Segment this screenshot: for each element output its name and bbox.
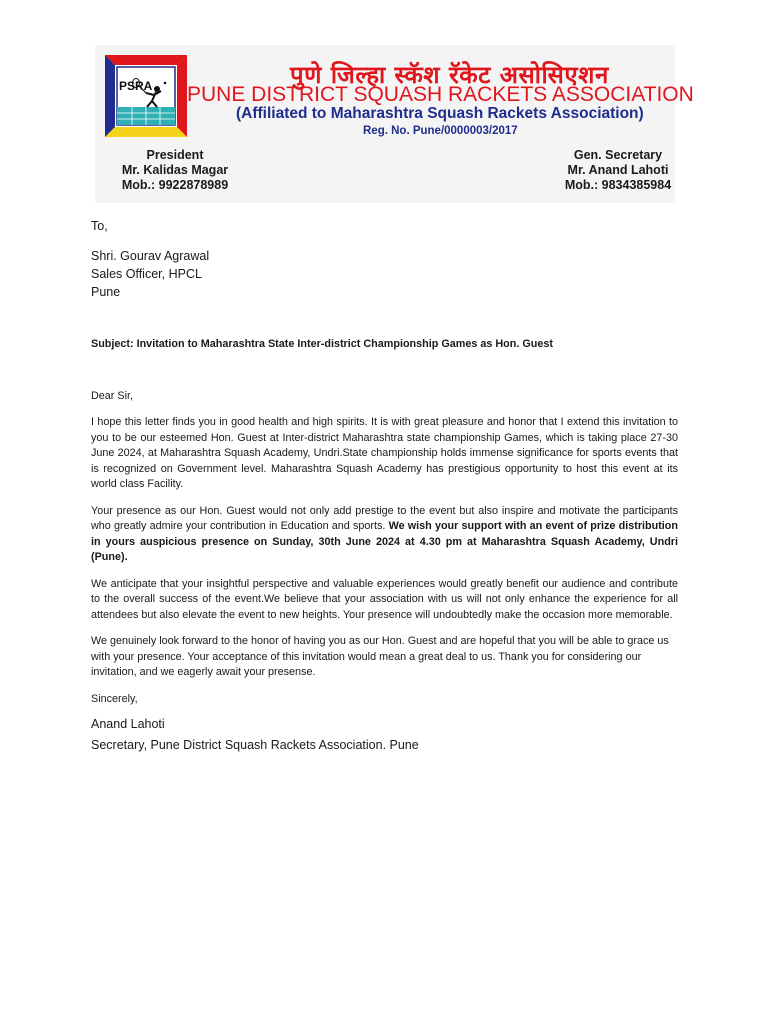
hindi-title: पुणे जिल्हा स्कॅश रॅकेट असोसिएशन [290, 61, 609, 89]
recipient-city: Pune [91, 285, 121, 299]
recipient-block [91, 247, 678, 301]
paragraph-1: I hope this letter finds you in good health and high spirits. It is with great pleasure and honor that I extend this invitation to you to be our esteemed Hon. Guest at Inter-district Maharashtra state championship Games, which is taking place 27-30 June 2024, at Maharashtra Squash Academy, Undri.State championship holds immense significance for sports events that is recognized on Government level. Maharashtra Squash Academy has prestigious opportunity to host this event at its world class Facility. [91, 416, 678, 490]
president-name: Mr. Kalidas Magar [121, 163, 229, 177]
psra-logo [105, 55, 187, 137]
paragraph-2-bold-text: We wish your support with an event of prize distribution in yours auspicious presence on Sunday, 30th June 2024 at 4.30 pm at Maharashtra Squash Academy, Undri (Pune). [91, 520, 678, 563]
salutation: Dear Sir, [91, 389, 134, 402]
paragraph-3: We anticipate that your insightful perspective and valuable experiences would greatly benefit our audience and contribute to the overall success of the event.We believe that your association with us will not only enhance the experience for all attendees but also elevate the event to new heights. Your presence will undoubtedly make the occasion more memorable. [91, 577, 678, 621]
secretary-name: Mr. Anand Lahoti [567, 163, 669, 177]
registration-number: Reg. No. Pune/0000003/2017 [363, 125, 518, 137]
paragraph-2 [91, 504, 678, 566]
president-title: President [146, 148, 204, 162]
letter-body [91, 213, 678, 754]
affiliation: (Affiliated to Maharashtra Squash Rackets Association) [236, 105, 644, 122]
signer-title: Secretary, Pune District Squash Rackets Association. Pune [91, 738, 419, 752]
logo-text: PSRA [119, 79, 153, 93]
president-block [115, 148, 235, 193]
org-name: PUNE DISTRICT SQUASH RACKETS ASSOCIATION [187, 83, 694, 106]
letterhead [95, 45, 694, 203]
signer-name: Anand Lahoti [91, 717, 165, 731]
closing: Sincerely, [91, 692, 138, 705]
to-line: To, [91, 219, 108, 233]
paragraph-2-text: Your presence as our Hon. Guest would not only add prestige to the event but also inspire and motivate the participants who greatly admire your contribution in Education and sports. [91, 504, 678, 532]
secretary-title: Gen. Secretary [573, 148, 663, 162]
secretary-block [563, 148, 673, 193]
recipient-position: Sales Officer, HPCL [91, 267, 202, 281]
subject-line: Subject: Invitation to Maharashtra State Inter-district Championship Games as Hon. Guest [91, 338, 553, 350]
paragraph-4: We genuinely look forward to the honor of having you as our Hon. Guest and are hopeful that you will be able to grace us with your presence. Your acceptance of this invitation would mean a great deal to us. Thank you for considering our invitation, and we eagerly await your presense. [91, 635, 669, 678]
president-mobile: Mob.: 9922878989 [121, 178, 229, 192]
recipient-name: Shri. Gourav Agrawal [91, 249, 210, 263]
secretary-mobile: Mob.: 9834385984 [564, 178, 672, 192]
